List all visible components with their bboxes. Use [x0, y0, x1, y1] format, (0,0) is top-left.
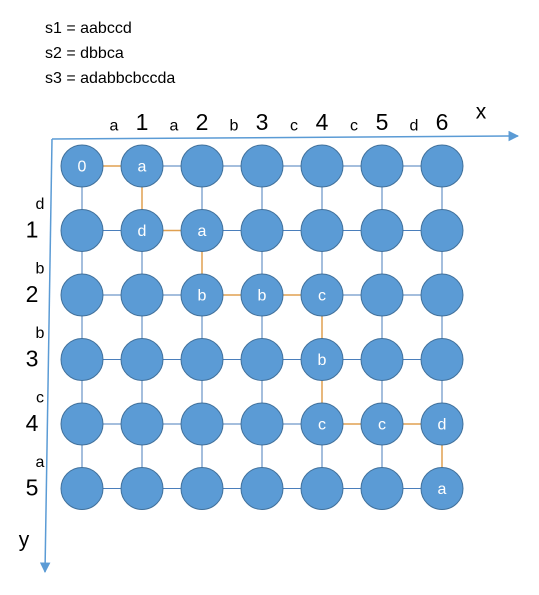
grid-node: [121, 339, 163, 381]
row-index-label: 4: [25, 410, 39, 436]
column-char-label: d: [409, 117, 419, 135]
string-s3: s3 = adabbcbccda: [45, 70, 176, 87]
node-label: c: [378, 416, 386, 434]
y-axis-line: [45, 139, 52, 572]
node-label: a: [197, 223, 207, 240]
node-label: d: [137, 223, 147, 240]
node-label: a: [437, 481, 447, 498]
row-char-label: b: [35, 325, 45, 342]
grid-node: [181, 468, 223, 510]
grid-node: [121, 468, 163, 510]
column-index-label: 5: [375, 109, 389, 135]
node-label: d: [437, 416, 447, 434]
row-index-label: 1: [25, 216, 39, 243]
grid-node: [421, 145, 463, 187]
row-char-label: c: [36, 389, 44, 407]
grid-node: [241, 403, 283, 445]
column-index-label: 3: [255, 109, 269, 135]
row-index-label: 3: [25, 345, 39, 372]
grid-node: [301, 145, 343, 187]
column-char-label: a: [109, 117, 119, 135]
grid-node: [241, 210, 283, 252]
grid-node: [301, 210, 343, 252]
grid-node: [421, 274, 463, 316]
node-label: c: [318, 416, 326, 434]
node-label: 0: [77, 158, 87, 176]
y-axis-name: y: [18, 528, 30, 552]
x-axis-name: x: [475, 100, 487, 124]
node-label: a: [137, 158, 147, 176]
node-label: b: [257, 287, 267, 305]
column-char-label: a: [169, 117, 179, 135]
row-char-label: a: [35, 454, 45, 471]
grid-node: [181, 403, 223, 445]
node-label: b: [197, 287, 207, 305]
grid-node: [361, 145, 403, 187]
grid-node: [181, 339, 223, 381]
node-label: b: [317, 352, 327, 369]
string-s2: s2 = dbbca: [45, 45, 124, 62]
grid-node: [61, 339, 103, 381]
column-char-label: b: [229, 117, 239, 135]
grid-node: [361, 339, 403, 381]
grid-node: [241, 145, 283, 187]
grid-node: [361, 210, 403, 252]
row-index-label: 5: [25, 474, 39, 501]
grid-node: [421, 210, 463, 252]
grid-node: [301, 468, 343, 510]
grid-node: [421, 339, 463, 381]
grid-node: [61, 468, 103, 510]
string-s1: s1 = aabccd: [45, 20, 132, 37]
node-label: c: [318, 287, 326, 305]
row-index-label: 2: [25, 281, 39, 307]
grid-node: [61, 210, 103, 252]
column-index-label: 4: [315, 109, 329, 135]
grid-node: [121, 274, 163, 316]
grid-node: [61, 403, 103, 445]
grid-node: [181, 145, 223, 187]
column-index-label: 1: [135, 109, 149, 135]
grid-node: [361, 468, 403, 510]
grid-node: [361, 274, 403, 316]
column-char-label: c: [350, 117, 358, 135]
column-index-label: 2: [195, 109, 209, 135]
grid-node: [241, 468, 283, 510]
grid-node: [61, 274, 103, 316]
x-axis-line: [52, 136, 518, 139]
row-char-label: d: [35, 196, 45, 213]
column-index-label: 6: [435, 109, 449, 135]
row-char-label: b: [35, 260, 45, 278]
grid-node: [241, 339, 283, 381]
grid-node: [121, 403, 163, 445]
column-char-label: c: [290, 117, 298, 135]
